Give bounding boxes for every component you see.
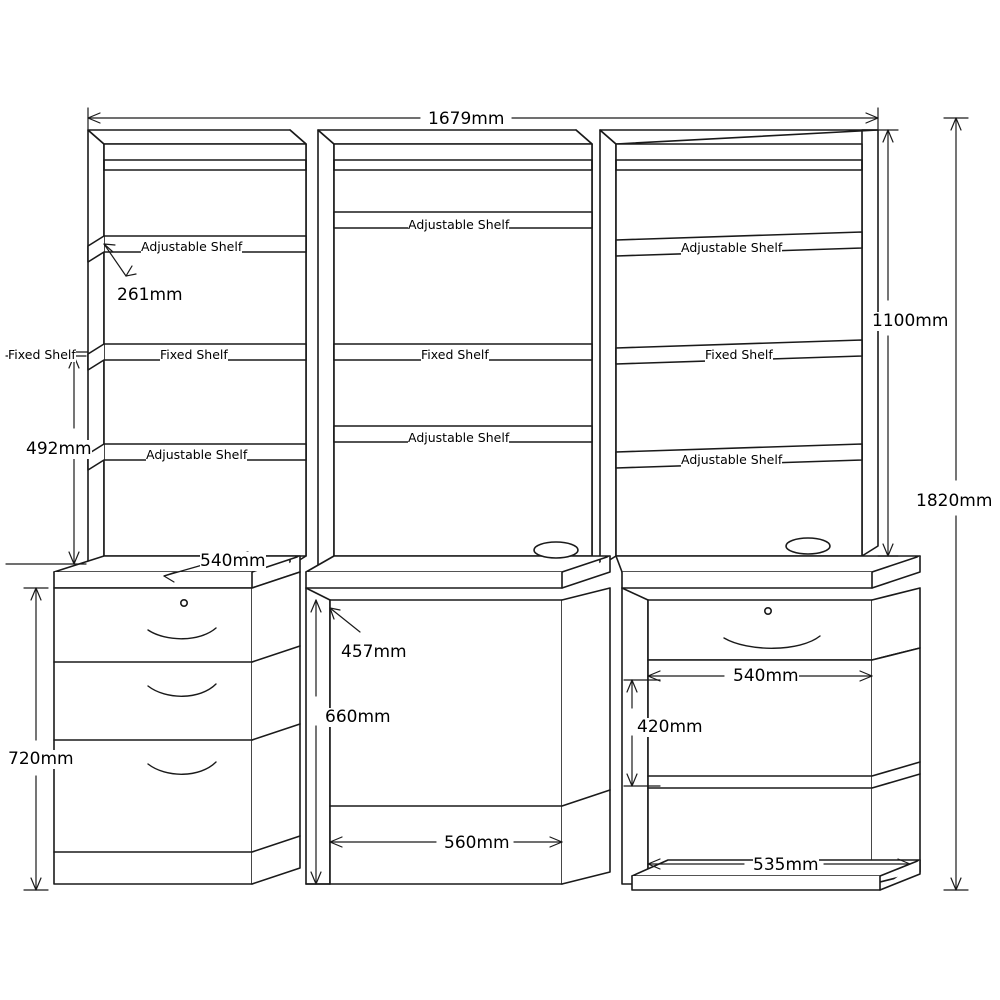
- dimension-knee-width: 560mm: [444, 833, 510, 853]
- dimension-side-opening-height: 492mm: [26, 439, 92, 459]
- dimension-right-base-depth: 535mm: [753, 855, 819, 875]
- dimension-overall-height: 1820mm: [916, 491, 993, 511]
- shelf-label-fixed-left: Fixed Shelf: [160, 347, 228, 362]
- dimension-desk-depth: 540mm: [200, 551, 266, 571]
- dimension-shelf-depth-top: 261mm: [117, 285, 183, 305]
- shelf-label-adjustable-center-upper: Adjustable Shelf: [408, 217, 510, 232]
- shelf-label-adjustable-center-lower: Adjustable Shelf: [408, 430, 510, 445]
- shelf-label-fixed-center: Fixed Shelf: [421, 347, 489, 362]
- dimension-knee-clearance-top: 457mm: [341, 642, 407, 662]
- left-pedestal: [54, 572, 300, 884]
- dimension-right-shelf-width: 540mm: [733, 666, 799, 686]
- dimension-hutch-height: 1100mm: [872, 311, 949, 331]
- dimension-knee-height: 660mm: [325, 707, 391, 727]
- dimension-right-opening-height: 420mm: [637, 717, 703, 737]
- shelf-label-fixed-right: Fixed Shelf: [705, 347, 773, 362]
- dimension-desk-height: 720mm: [8, 749, 74, 769]
- dimension-overall-width: 1679mm: [428, 109, 505, 129]
- shelf-label-adjustable-right-upper: Adjustable Shelf: [681, 240, 783, 255]
- shelf-label-adjustable-left-lower: Adjustable Shelf: [146, 447, 248, 462]
- shelf-label-adjustable-right-lower: Adjustable Shelf: [681, 452, 783, 467]
- shelf-label-fixed-outer-left: Fixed Shelf: [8, 347, 76, 362]
- shelf-label-adjustable-left-upper: Adjustable Shelf: [141, 239, 243, 254]
- right-unit: [622, 588, 920, 890]
